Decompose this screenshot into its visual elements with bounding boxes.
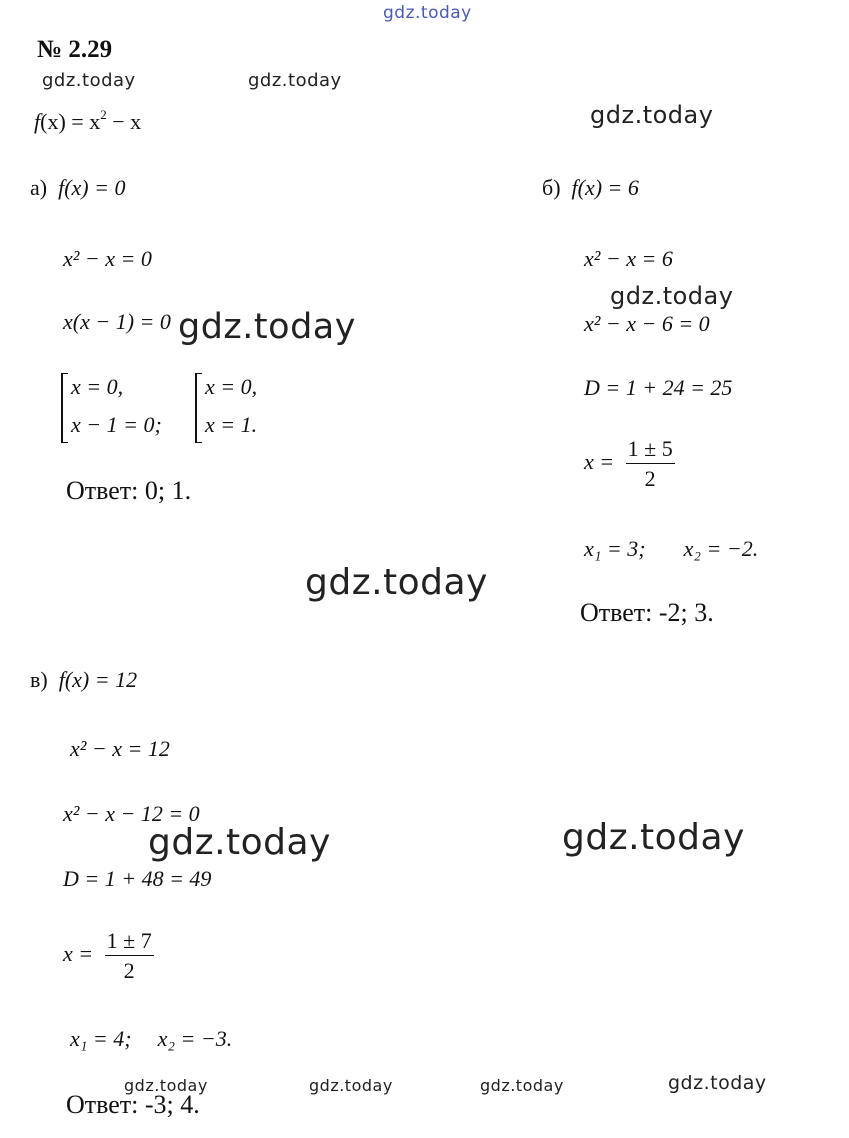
part-v-step1: x² − x = 12	[70, 736, 170, 761]
part-b-root-formula: x = $\frac{1 \pm 5}{2}$	[584, 436, 673, 492]
watermark: gdz.today	[178, 307, 356, 347]
part-b-discriminant: D = 1 + 24 = 25	[584, 375, 733, 400]
part-a-step1: x² − x = 0	[63, 246, 152, 271]
part-v-answer: Ответ: -3; 4.	[66, 1090, 200, 1119]
part-b-header: б) f(x) = 6	[542, 175, 639, 200]
part-v-roots: x₁ = 4; x₂ = −3.	[70, 1026, 233, 1051]
watermark: gdz.today	[124, 1076, 208, 1095]
part-v-header: в) f(x) = 12	[30, 667, 138, 692]
part-a-system2-line1: x = 0,	[205, 374, 258, 399]
watermark: gdz.today	[668, 1072, 767, 1094]
system-bracket	[195, 373, 202, 443]
part-a-header: а) f(x) = 0	[30, 175, 126, 200]
part-a-answer: Ответ: 0; 1.	[66, 476, 192, 505]
part-v-discriminant: D = 1 + 48 = 49	[63, 866, 212, 891]
part-b-step1: x² − x = 6	[584, 246, 673, 271]
watermark: gdz.today	[248, 70, 342, 91]
part-a-system1-line2: x − 1 = 0;	[71, 412, 162, 437]
part-b-answer: Ответ: -2; 3.	[580, 598, 714, 627]
watermark: gdz.today	[590, 101, 714, 129]
watermark: gdz.today	[480, 1076, 564, 1095]
part-a-system2-line2: x = 1.	[205, 412, 258, 437]
part-b-step2: x² − x − 6 = 0	[584, 311, 710, 336]
watermark: gdz.today	[309, 1076, 393, 1095]
watermark-top: gdz.today	[383, 3, 472, 23]
problem-number: № 2.29	[37, 36, 113, 63]
part-v-step2: x² − x − 12 = 0	[63, 801, 200, 826]
given-function: $f(x) = x^2 - x$	[34, 107, 142, 134]
watermark: gdz.today	[305, 562, 488, 603]
watermark: gdz.today	[610, 282, 734, 310]
fraction: $\frac{1 \pm 7}{2}$	[106, 928, 152, 984]
watermark: gdz.today	[42, 70, 136, 91]
system-bracket	[61, 373, 68, 443]
part-v-root-formula: x = $\frac{1 \pm 7}{2}$	[63, 928, 152, 984]
fraction: $\frac{1 \pm 5}{2}$	[627, 436, 673, 492]
part-a-step2: x(x − 1) = 0	[63, 309, 171, 334]
part-a-system1-line1: x = 0,	[71, 374, 124, 399]
watermark: gdz.today	[148, 822, 331, 863]
part-b-roots: x₁ = 3; x₂ = −2.	[584, 536, 759, 561]
watermark: gdz.today	[562, 817, 745, 858]
